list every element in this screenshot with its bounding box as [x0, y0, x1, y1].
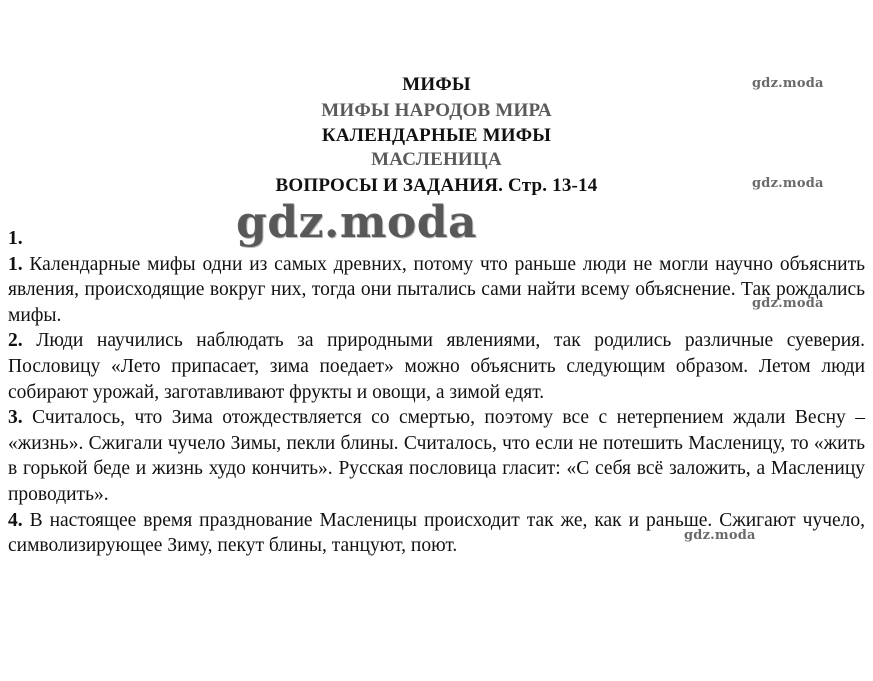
task-number: 1.	[8, 228, 23, 249]
answer-paragraph	[8, 405, 865, 507]
item-text: Считалось, что Зима отождествляется со смертью, поэтому все с нетерпением ждали Весну – «жизнь». Сжигали чучело Зимы, пекли блины. Считалось, что если не потешить Масленицу, то «жить в горькой беде и жизнь худо кончить». Русская пословица гласит: «С себя всё заложить, а Масленицу проводить».	[8, 407, 866, 505]
watermark-small: gdz.moda	[752, 176, 824, 191]
subtitle-calendar-myths: КАЛЕНДАРНЫЕ МИФЫ	[321, 125, 552, 146]
item-number: 4.	[8, 509, 23, 531]
item-text: Календарные мифы одни из самых древних, потому что раньше люди не могли научно объяснить явления, происходящие вокруг них, тогда они пытались сами найти всему объяснение. Так рождались мифы.	[8, 253, 865, 326]
subtitle-maslenitsa: МАСЛЕНИЦА	[371, 149, 502, 170]
watermark-small: gdz.moda	[752, 296, 824, 311]
item-text: Люди научились наблюдать за природными явлениями, так родились различные суеверия. Пословицу «Лето припасает, зима поедает» можно объяснить следующим образом. Летом люди собирают урожай, заготавливают фрукты и овощи, а зимой едят.	[8, 330, 866, 403]
watermark-small: gdz.moda	[752, 76, 824, 91]
item-number: 3.	[8, 407, 23, 429]
subtitle-myths-of-world: МИФЫ НАРОДОВ МИРА	[321, 100, 552, 121]
watermark-large: gdz.moda	[236, 197, 478, 248]
answer-content	[8, 226, 865, 559]
item-text: В настоящее время празднование Масленицы происходит так же, как и раньше. Сжигают чучело, символизирующее Зиму, пекут блины, танцуют, поют.	[8, 509, 866, 557]
answer-paragraph	[8, 328, 865, 405]
answer-paragraph	[8, 252, 865, 329]
item-number: 1.	[8, 253, 23, 275]
answer-paragraph	[8, 508, 865, 559]
item-number: 2.	[8, 330, 23, 352]
section-heading: ВОПРОСЫ И ЗАДАНИЯ. Стр. 13-14	[275, 175, 598, 196]
watermark-small: gdz.moda	[684, 528, 756, 543]
page-title: МИФЫ	[402, 74, 471, 95]
